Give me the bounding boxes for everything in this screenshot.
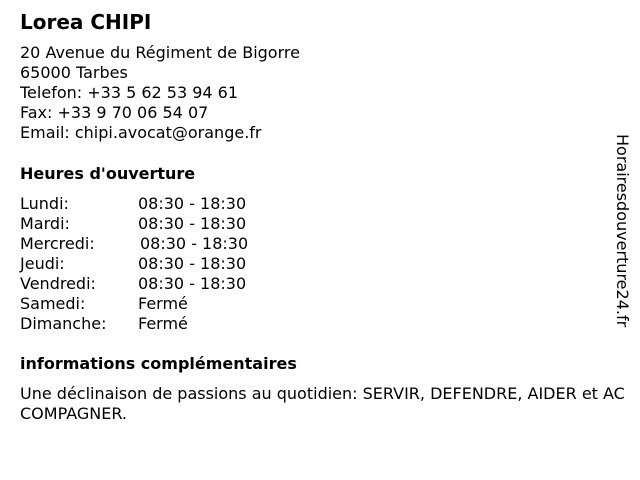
hours-day: Mercredi: [20, 234, 95, 253]
business-name: Lorea CHIPI [20, 10, 152, 34]
info-heading: informations complémentaires [20, 354, 297, 373]
fax-number: Fax: +33 9 70 06 54 07 [20, 103, 209, 122]
hours-time: 08:30 - 18:30 [138, 274, 247, 293]
phone-number: Telefon: +33 5 62 53 94 61 [20, 83, 239, 102]
hours-time: 08:30 - 18:30 [138, 254, 247, 273]
hours-time: 08:30 - 18:30 [140, 234, 249, 253]
hours-time: 08:30 - 18:30 [138, 214, 247, 233]
address-street: 20 Avenue du Régiment de Bigorre [20, 43, 300, 62]
hours-heading: Heures d'ouverture [20, 164, 196, 183]
hours-day: Mardi: [20, 214, 70, 233]
hours-time: 08:30 - 18:30 [138, 194, 247, 213]
site-watermark: Horairesdouverture24.fr [613, 134, 632, 328]
email-address: Email: chipi.avocat@orange.fr [20, 123, 262, 142]
contact-block [20, 43, 300, 143]
info-text: Une déclinaison de passions au quotidien: SERVIR, DEFENDRE, AIDER et ACCOMPAGNER. [20, 384, 625, 423]
hours-day: Vendredi: [20, 274, 96, 293]
hours-day: Jeudi: [20, 254, 65, 273]
hours-day: Lundi: [20, 194, 69, 213]
hours-time: Fermé [138, 294, 188, 313]
hours-day: Samedi: [20, 294, 86, 313]
address-city: 65000 Tarbes [20, 63, 128, 82]
hours-day: Dimanche: [20, 314, 107, 333]
hours-time: Fermé [138, 314, 188, 333]
